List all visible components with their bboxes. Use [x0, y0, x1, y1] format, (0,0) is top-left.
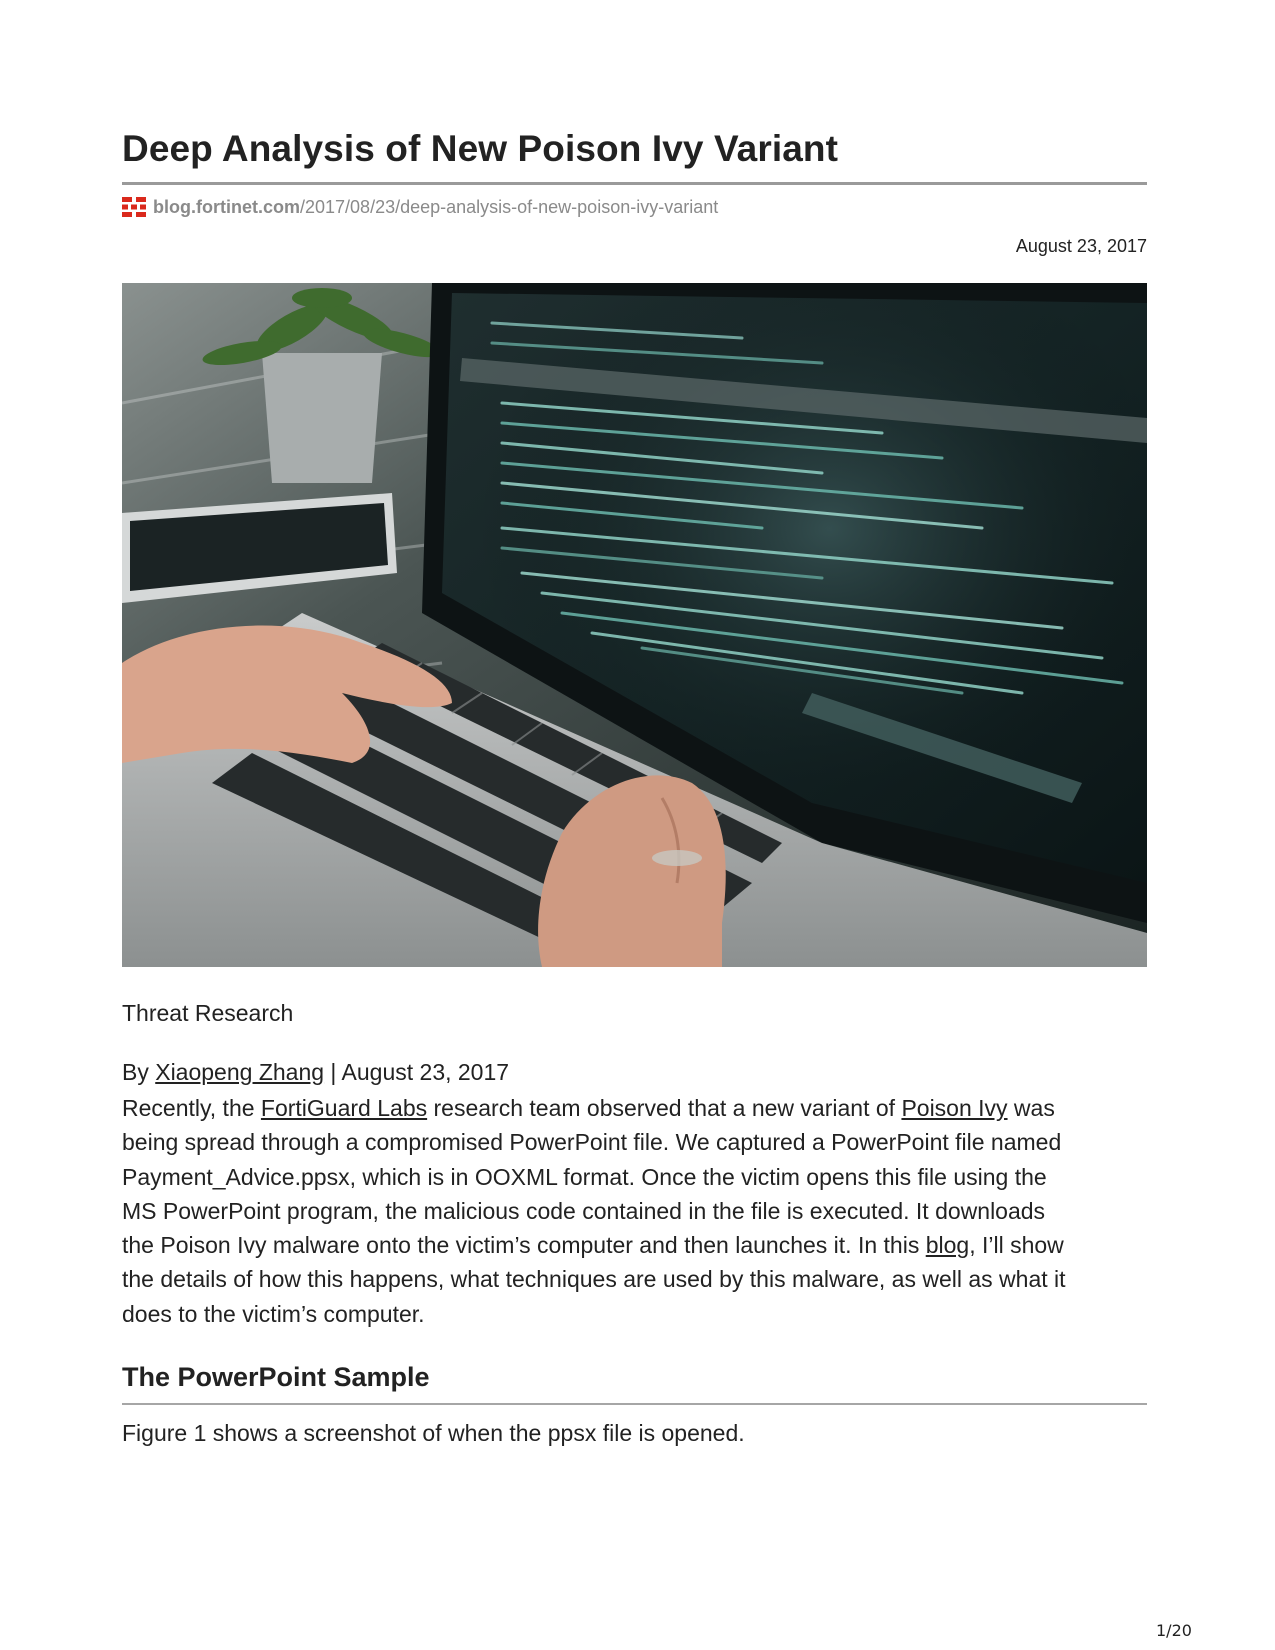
- fortinet-logo-icon: [122, 197, 146, 217]
- text-span: , I’ll show: [969, 1232, 1064, 1259]
- publish-date: August 23, 2017: [1015, 236, 1147, 256]
- page-number: 1/20: [1156, 1621, 1192, 1640]
- figure-intro-text: Figure 1 shows a screenshot of when the ppsx file is opened.: [122, 1420, 745, 1446]
- author-link[interactable]: Xiaopeng Zhang: [155, 1059, 325, 1085]
- body-line: does to the victim’s computer.: [122, 1300, 425, 1327]
- article-title: Deep Analysis of New Poison Ivy Variant: [122, 128, 839, 169]
- hero-image: [122, 283, 1147, 967]
- poison-ivy-link[interactable]: Poison Ivy: [901, 1095, 1008, 1121]
- intro-paragraph: [122, 1091, 1147, 1331]
- byline-prefix: By: [122, 1059, 156, 1085]
- source-url[interactable]: [122, 196, 718, 218]
- source-domain: blog.fortinet.com: [153, 196, 300, 217]
- text-span: the Poison Ivy malware onto the victim’s computer and then launches it. In this: [122, 1232, 926, 1259]
- fortiguard-labs-link[interactable]: FortiGuard Labs: [260, 1095, 428, 1121]
- article-body: [122, 1091, 1147, 1331]
- body-line: Payment_Advice.ppsx, which is in OOXML format. Once the victim opens this file using the: [122, 1163, 1047, 1190]
- title-divider: [122, 182, 1147, 185]
- source-path: /2017/08/23/deep-analysis-of-new-poison-ivy-variant: [300, 196, 719, 217]
- text-span: was: [1007, 1095, 1055, 1121]
- body-line: [122, 1091, 1147, 1125]
- section-divider: [122, 1403, 1147, 1405]
- byline: [122, 1059, 509, 1086]
- body-line: [122, 1228, 1147, 1262]
- body-line: being spread through a compromised PowerPoint file. We captured a PowerPoint file named: [122, 1129, 1062, 1156]
- body-line: the details of how this happens, what techniques are used by this malware, as well as what it: [122, 1266, 1066, 1293]
- blog-link[interactable]: blog: [925, 1232, 970, 1259]
- section-heading: The PowerPoint Sample: [122, 1362, 430, 1392]
- text-span: Recently, the: [122, 1095, 261, 1121]
- article-category: Threat Research: [122, 1000, 294, 1026]
- body-line: MS PowerPoint program, the malicious code contained in the file is executed. It downloads: [122, 1197, 1046, 1224]
- text-span: research team observed that a new variant of: [427, 1095, 902, 1121]
- byline-date: | August 23, 2017: [324, 1059, 510, 1085]
